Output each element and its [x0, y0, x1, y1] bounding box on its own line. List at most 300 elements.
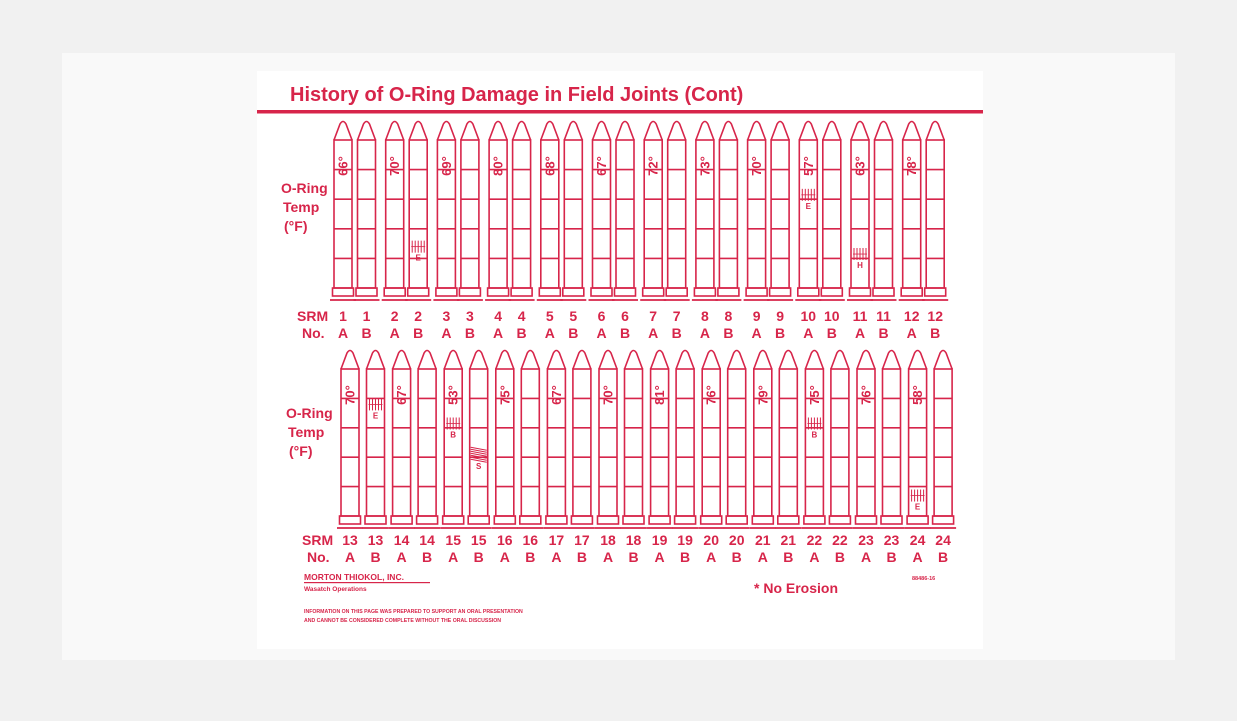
rocket-nose	[754, 351, 772, 370]
srm-rocket-b	[775, 351, 801, 529]
rocket-nose	[521, 351, 539, 370]
srm-rocket-a	[433, 122, 459, 301]
rocket-nose	[461, 122, 479, 141]
srm-motor-letter: B	[576, 549, 587, 565]
srm-number: 3	[466, 308, 474, 324]
srm-rocket-a	[589, 122, 615, 301]
damage-letter: H	[857, 261, 863, 271]
srm-rocket-b	[457, 122, 483, 301]
srm-number: 2	[390, 308, 399, 324]
rocket-skirt	[850, 288, 871, 296]
row-label-temp-line3: (°F)	[289, 443, 313, 459]
srm-number: 17	[574, 532, 590, 548]
srm-number: 12	[903, 308, 920, 324]
rocket-skirt	[829, 516, 850, 524]
rocket-nose	[651, 351, 669, 370]
srm-number: 14	[393, 532, 410, 548]
rocket-skirt	[494, 516, 515, 524]
srm-number: 9	[752, 308, 761, 324]
srm-motor-letter: A	[654, 549, 665, 565]
rocket-nose	[573, 351, 591, 370]
srm-number: 1	[362, 308, 371, 324]
rocket-skirt	[649, 516, 670, 524]
srm-motor-letter: A	[596, 325, 607, 341]
oring-temp-label: 53°	[445, 385, 461, 405]
rocket-skirt	[333, 288, 354, 296]
srm-rocket-b	[354, 122, 380, 301]
srm-motor-letter: A	[344, 549, 356, 565]
oring-temp-label: 75°	[497, 385, 513, 405]
rocket-nose	[779, 351, 797, 370]
oring-temp-label: 72°	[645, 156, 661, 176]
srm-no-label: No.	[302, 325, 325, 341]
srm-motor-letter: A	[699, 325, 710, 341]
srm-number: 23	[858, 532, 874, 548]
oring-temp-label: 70°	[342, 385, 358, 405]
rocket-skirt	[821, 288, 842, 296]
rocket-nose	[489, 122, 507, 141]
srm-number: 19	[651, 532, 668, 548]
srm-motor-letter: B	[422, 549, 433, 565]
srm-rocket-b	[827, 351, 853, 529]
rocket-nose	[799, 122, 817, 141]
srm-number: 8	[724, 308, 733, 324]
srm-motor-letter: B	[628, 549, 639, 565]
srm-number: 11	[876, 308, 891, 324]
srm-rocket-a	[492, 351, 518, 529]
srm-rocket-b	[621, 351, 647, 529]
srm-no-label: No.	[307, 549, 330, 565]
srm-motor-letter: A	[854, 325, 866, 341]
rocket-skirt	[694, 288, 715, 296]
srm-rocket-b	[560, 122, 586, 301]
rocket-skirt	[591, 288, 612, 296]
rocket-skirt	[563, 288, 584, 296]
damage-letter: B	[811, 430, 818, 440]
rocket-skirt	[546, 516, 567, 524]
rocket-nose	[644, 122, 662, 141]
rocket-nose	[541, 122, 559, 141]
oring-temp-label: 73°	[697, 156, 713, 176]
srm-motor-letter: B	[834, 549, 845, 565]
rocket-body	[513, 140, 531, 288]
rocket-skirt	[804, 516, 825, 524]
srm-motor-letter: B	[525, 549, 536, 565]
srm-rocket-a	[640, 122, 666, 301]
rocket-skirt	[384, 288, 405, 296]
srm-rocket-b	[509, 122, 535, 301]
row-label-temp-line2: Temp	[288, 424, 325, 440]
rocket-nose	[823, 122, 841, 141]
srm-rocket-b	[724, 351, 750, 529]
rocket-body	[934, 369, 952, 516]
damage-letter: E	[914, 502, 921, 512]
rocket-body	[719, 140, 737, 288]
srm-motor-letter: B	[783, 549, 794, 565]
rocket-nose	[771, 122, 789, 141]
oring-temp-label: 69°	[438, 156, 454, 176]
srm-motor-letter: B	[361, 325, 372, 341]
damage-letter: S	[476, 462, 482, 472]
rocket-skirt	[511, 288, 532, 296]
srm-motor-letter: A	[751, 325, 762, 341]
rocket-nose	[334, 122, 352, 141]
srm-motor-letter: B	[878, 325, 889, 341]
srm-rocket-a	[795, 122, 821, 301]
rocket-skirt	[539, 288, 560, 296]
rocket-nose	[702, 351, 720, 370]
srm-rocket-a	[692, 122, 718, 301]
srm-rocket-b	[405, 122, 431, 301]
rocket-nose	[367, 351, 385, 370]
rocket-skirt	[643, 288, 664, 296]
srm-number: 8	[701, 308, 709, 324]
rocket-skirt	[468, 516, 489, 524]
srm-number: 11	[852, 308, 868, 324]
srm-rocket-b	[819, 122, 845, 301]
row-label-temp-line1: O-Ring	[286, 405, 333, 421]
rocket-nose	[728, 351, 746, 370]
srm-rocket-b	[363, 351, 389, 529]
rocket-skirt	[726, 516, 747, 524]
srm-motor-letter: A	[499, 549, 510, 565]
rocket-body	[779, 369, 797, 516]
rocket-body	[883, 369, 901, 516]
rocket-nose	[719, 122, 737, 141]
rocket-skirt	[417, 516, 438, 524]
rocket-body	[409, 140, 427, 288]
rocket-body	[616, 140, 634, 288]
srm-motor-letter: B	[671, 325, 682, 341]
rocket-skirt	[881, 516, 902, 524]
srm-rocket-a	[389, 351, 415, 529]
srm-rocket-a	[853, 351, 879, 529]
rocket-skirt	[746, 288, 767, 296]
srm-rocket-b	[517, 351, 543, 529]
document-code: 88486-16	[912, 576, 936, 582]
rocket-nose	[857, 351, 875, 370]
srm-motor-letter: A	[803, 325, 814, 341]
oring-temp-label: 70°	[749, 156, 765, 176]
srm-number: 23	[883, 532, 900, 548]
title-rule	[257, 110, 983, 114]
rocket-skirt	[356, 288, 377, 296]
rocket-nose	[696, 122, 714, 141]
srm-rocket-a	[485, 122, 511, 301]
srm-motor-letter: A	[337, 325, 349, 341]
srm-label: SRM	[302, 532, 334, 548]
rocket-skirt	[571, 516, 592, 524]
srm-motor-letter: A	[860, 549, 872, 565]
srm-rocket-a	[330, 122, 356, 301]
oring-temp-label: 80°	[490, 156, 506, 176]
srm-number: 10	[824, 308, 840, 324]
srm-number: 7	[649, 308, 658, 324]
srm-motor-letter: A	[448, 549, 459, 565]
rocket-skirt	[443, 516, 464, 524]
rocket-nose	[437, 122, 455, 141]
srm-number: 13	[367, 532, 384, 548]
row-label-temp-line2: Temp	[283, 199, 320, 215]
srm-number: 2	[414, 308, 423, 324]
srm-motor-letter: B	[413, 325, 424, 341]
srm-number: 5	[545, 308, 554, 324]
rocket-skirt	[615, 288, 636, 296]
srm-number: 20	[728, 532, 745, 548]
rocket-nose	[386, 122, 404, 141]
rocket-skirt	[340, 516, 361, 524]
oring-temp-label: 76°	[858, 385, 874, 405]
srm-motor-letter: A	[441, 325, 452, 341]
rocket-nose	[393, 351, 411, 370]
oring-temp-label: 68°	[542, 156, 558, 176]
rocket-body	[831, 369, 849, 516]
srm-number: 14	[419, 532, 435, 548]
rocket-skirt	[675, 516, 696, 524]
damage-letter: E	[372, 411, 379, 421]
srm-rocket-b	[715, 122, 741, 301]
oring-temp-label: 81°	[652, 385, 668, 405]
rocket-nose	[831, 351, 849, 370]
oring-temp-label: 78°	[904, 156, 920, 176]
srm-number: 6	[597, 308, 606, 324]
srm-motor-letter: B	[680, 549, 691, 565]
srm-motor-letter: A	[706, 549, 717, 565]
srm-number: 13	[342, 532, 358, 548]
rocket-skirt	[436, 288, 457, 296]
srm-motor-letter: B	[731, 549, 742, 565]
srm-number: 15	[470, 532, 487, 548]
srm-number: 3	[442, 308, 451, 324]
srm-number: 17	[548, 532, 565, 548]
oring-temp-label: 67°	[594, 156, 609, 176]
rocket-nose	[547, 351, 565, 370]
srm-rocket-a	[899, 122, 925, 301]
rocket-nose	[851, 122, 869, 141]
srm-number: 12	[927, 308, 943, 324]
rocket-skirt	[770, 288, 791, 296]
srm-rocket-b	[612, 122, 638, 301]
rocket-nose	[926, 122, 944, 141]
rocket-body	[367, 369, 385, 516]
rocket-skirt	[598, 516, 619, 524]
srm-number: 1	[339, 308, 347, 324]
srm-motor-letter: A	[551, 549, 562, 565]
rocket-body	[625, 369, 643, 516]
rocket-nose	[875, 122, 893, 141]
rocket-nose	[444, 351, 462, 370]
srm-motor-letter: A	[906, 325, 917, 341]
company-division: Wasatch Operations	[304, 586, 367, 593]
srm-rocket-a	[801, 351, 827, 529]
srm-rocket-b	[569, 351, 595, 529]
srm-rocket-b	[922, 122, 948, 301]
rocket-body	[676, 369, 694, 516]
rocket-skirt	[520, 516, 541, 524]
oring-temp-label: 67°	[548, 385, 564, 405]
srm-motor-letter: B	[938, 549, 949, 565]
rocket-body	[521, 369, 539, 516]
srm-rocket-a	[847, 122, 873, 301]
rocket-body	[728, 369, 746, 516]
srm-number: 21	[755, 532, 771, 548]
rocket-nose	[358, 122, 376, 141]
srm-rocket-b	[414, 351, 440, 529]
rocket-nose	[625, 351, 643, 370]
oring-temp-label: 57°	[800, 156, 816, 176]
srm-number: 16	[497, 532, 513, 548]
oring-temp-label: 75°	[806, 385, 822, 405]
rocket-skirt	[408, 288, 429, 296]
damage-letter: E	[415, 253, 421, 263]
srm-number: 22	[832, 532, 848, 548]
srm-number: 15	[445, 532, 461, 548]
srm-motor-letter: B	[723, 325, 734, 341]
company-underline	[304, 582, 430, 583]
rocket-body	[418, 369, 436, 516]
rocket-body	[875, 140, 893, 288]
srm-motor-letter: B	[826, 325, 837, 341]
srm-motor-letter: A	[757, 549, 768, 565]
srm-number: 24	[909, 532, 926, 548]
srm-number: 18	[600, 532, 616, 548]
srm-rocket-a	[905, 351, 931, 529]
srm-label: SRM	[297, 308, 329, 324]
rocket-skirt	[925, 288, 946, 296]
srm-number: 9	[776, 308, 784, 324]
srm-motor-letter: A	[544, 325, 555, 341]
rocket-skirt	[778, 516, 799, 524]
damage-letter: E	[805, 201, 811, 211]
srm-number: 5	[569, 308, 578, 324]
rocket-skirt	[856, 516, 877, 524]
rocket-nose	[418, 351, 436, 370]
srm-number: 4	[517, 308, 526, 324]
rocket-nose	[616, 122, 634, 141]
srm-number: 20	[703, 532, 719, 548]
srm-motor-letter: A	[396, 549, 407, 565]
srm-rocket-a	[537, 122, 563, 301]
srm-rocket-b	[672, 351, 698, 529]
srm-motor-letter: B	[930, 325, 941, 341]
oring-temp-label: 79°	[755, 385, 771, 405]
row-label-temp-line1: O-Ring	[281, 180, 328, 196]
page-title: History of O-Ring Damage in Field Joints (Cont)	[290, 84, 744, 106]
rocket-skirt	[701, 516, 722, 524]
rocket-skirt	[666, 288, 687, 296]
srm-number: 24	[935, 532, 951, 548]
damage-letter: B	[450, 430, 457, 440]
srm-rocket-a	[750, 351, 776, 529]
srm-rocket-b	[879, 351, 905, 529]
rocket-skirt	[873, 288, 894, 296]
rocket-body	[573, 369, 591, 516]
srm-rocket-a	[543, 351, 569, 529]
disclaimer-line-2: AND CANNOT BE CONSIDERED COMPLETE WITHOUT THE ORAL DISCUSSION	[304, 618, 502, 624]
oring-temp-label: 63°	[852, 156, 868, 176]
rocket-nose	[748, 122, 766, 141]
srm-rocket-b	[664, 122, 690, 301]
rocket-body	[771, 140, 789, 288]
rocket-skirt	[623, 516, 644, 524]
srm-rocket-b	[930, 351, 956, 529]
oring-temp-label: 66°	[335, 156, 351, 176]
rocket-nose	[513, 122, 531, 141]
srm-rocket-a	[382, 122, 408, 301]
rocket-skirt	[718, 288, 739, 296]
rocket-nose	[470, 351, 488, 370]
srm-number: 6	[621, 308, 629, 324]
srm-rocket-a	[440, 351, 466, 529]
srm-motor-letter: B	[886, 549, 897, 565]
srm-number: 22	[806, 532, 823, 548]
srm-motor-letter: A	[809, 549, 820, 565]
srm-rocket-a	[337, 351, 363, 529]
srm-number: 19	[677, 532, 693, 548]
srm-motor-letter: B	[619, 325, 631, 341]
rocket-nose	[593, 122, 611, 141]
rocket-skirt	[365, 516, 386, 524]
oring-temp-label: 70°	[600, 385, 616, 405]
srm-motor-letter: A	[648, 325, 659, 341]
rocket-body	[358, 140, 376, 288]
srm-motor-letter: B	[775, 325, 786, 341]
srm-rocket-b	[871, 122, 897, 301]
rocket-body	[461, 140, 479, 288]
oring-temp-label: 67°	[394, 385, 410, 405]
no-erosion-note: * No Erosion	[754, 580, 839, 596]
srm-number: 4	[494, 308, 502, 324]
srm-rocket-a	[647, 351, 673, 529]
rocket-nose	[496, 351, 514, 370]
oring-temp-label: 76°	[703, 385, 719, 405]
rocket-nose	[883, 351, 901, 370]
srm-rocket-b	[466, 351, 492, 529]
rocket-nose	[668, 122, 686, 141]
srm-motor-letter: B	[473, 549, 484, 565]
oring-temp-label: 58°	[910, 385, 926, 405]
srm-number: 21	[780, 532, 797, 548]
srm-number: 16	[522, 532, 539, 548]
rocket-nose	[909, 351, 927, 370]
disclaimer-line-1: INFORMATION ON THIS PAGE WAS PREPARED TO SUPPORT AN ORAL PRESENTATION	[304, 609, 523, 615]
rocket-skirt	[459, 288, 480, 296]
srm-motor-letter: B	[464, 325, 475, 341]
rocket-nose	[934, 351, 952, 370]
oring-temp-label: 70°	[387, 156, 403, 176]
rocket-skirt	[907, 516, 928, 524]
rocket-skirt	[391, 516, 412, 524]
srm-number: 18	[625, 532, 642, 548]
rocket-skirt	[488, 288, 509, 296]
srm-motor-letter: B	[370, 549, 381, 565]
rocket-body	[668, 140, 686, 288]
srm-number: 10	[800, 308, 817, 324]
rocket-body	[926, 140, 944, 288]
srm-rocket-b	[767, 122, 793, 301]
srm-motor-letter: B	[568, 325, 579, 341]
rocket-nose	[903, 122, 921, 141]
rocket-skirt	[901, 288, 922, 296]
rocket-skirt	[752, 516, 773, 524]
company-name: MORTON THIOKOL, INC.	[304, 572, 404, 582]
srm-motor-letter: A	[602, 549, 614, 565]
srm-motor-letter: A	[493, 325, 504, 341]
rocket-nose	[564, 122, 582, 141]
srm-motor-letter: A	[389, 325, 400, 341]
srm-rocket-a	[595, 351, 621, 529]
rocket-nose	[409, 122, 427, 141]
